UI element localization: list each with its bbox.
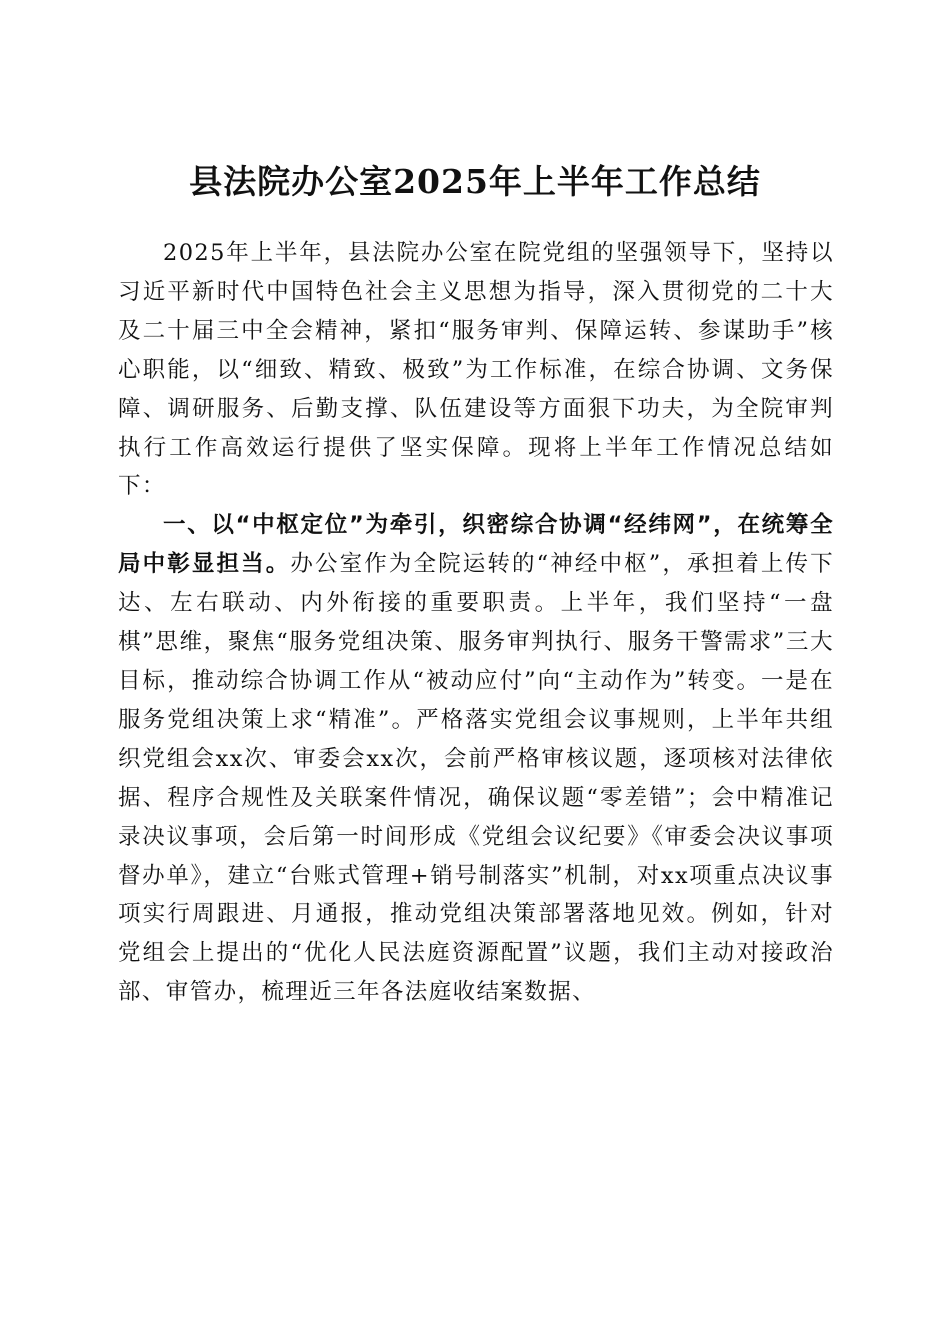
section-1-heading: 一、以“中枢定位”为牵引，织密综合协调“经纬网”，在统筹全局中彰显担当。 (118, 512, 834, 578)
section-1-body: 办公室作为全院运转的“神经中枢”，承担着上传下达、左右联动、内外衔接的重要职责。上半年，我们坚持“一盘棋”思维，聚焦“服务党组决策、服务审判执行、服务干警需求”三大目标，推动综合协调工作从“被动应付”向“主动作为”转变。一是在服务党组决策上求“精准”。严格落实党组会议事规则，上半年共组织党组会xx次、审委会xx次，会前严格审核议题，逐项核对法律依据、程序合规性及关联案件情况，确保议题“零差错”；会中精准记录决议事项，会后第一时间形成《党组会议纪要》《审委会决议事项督办单》，建立“台账式管理+销号制落实”机制，对xx项重点决议事项实行周跟进、月通报，推动党组决策部署落地见效。例如，针对党组会上提出的“优化人民法庭资源配置”议题，我们主动对接政治部、审管办，梳理近三年各法庭收结案数据、 (118, 551, 834, 1006)
document-body (118, 234, 834, 1012)
section-1-paragraph (118, 506, 834, 1012)
document-title: 县法院办公室2025年上半年工作总结 (189, 162, 761, 202)
intro-paragraph: 2025年上半年，县法院办公室在院党组的坚强领导下，坚持以习近平新时代中国特色社会主义思想为指导，深入贯彻党的二十大及二十届三中全会精神，紧扣“服务审判、保障运转、参谋助手”核心职能，以“细致、精致、极致”为工作标准，在综合协调、文务保障、调研服务、后勤支撑、队伍建设等方面狠下功夫，为全院审判执行工作高效运行提供了坚实保障。现将上半年工作情况总结如下： (118, 240, 834, 500)
